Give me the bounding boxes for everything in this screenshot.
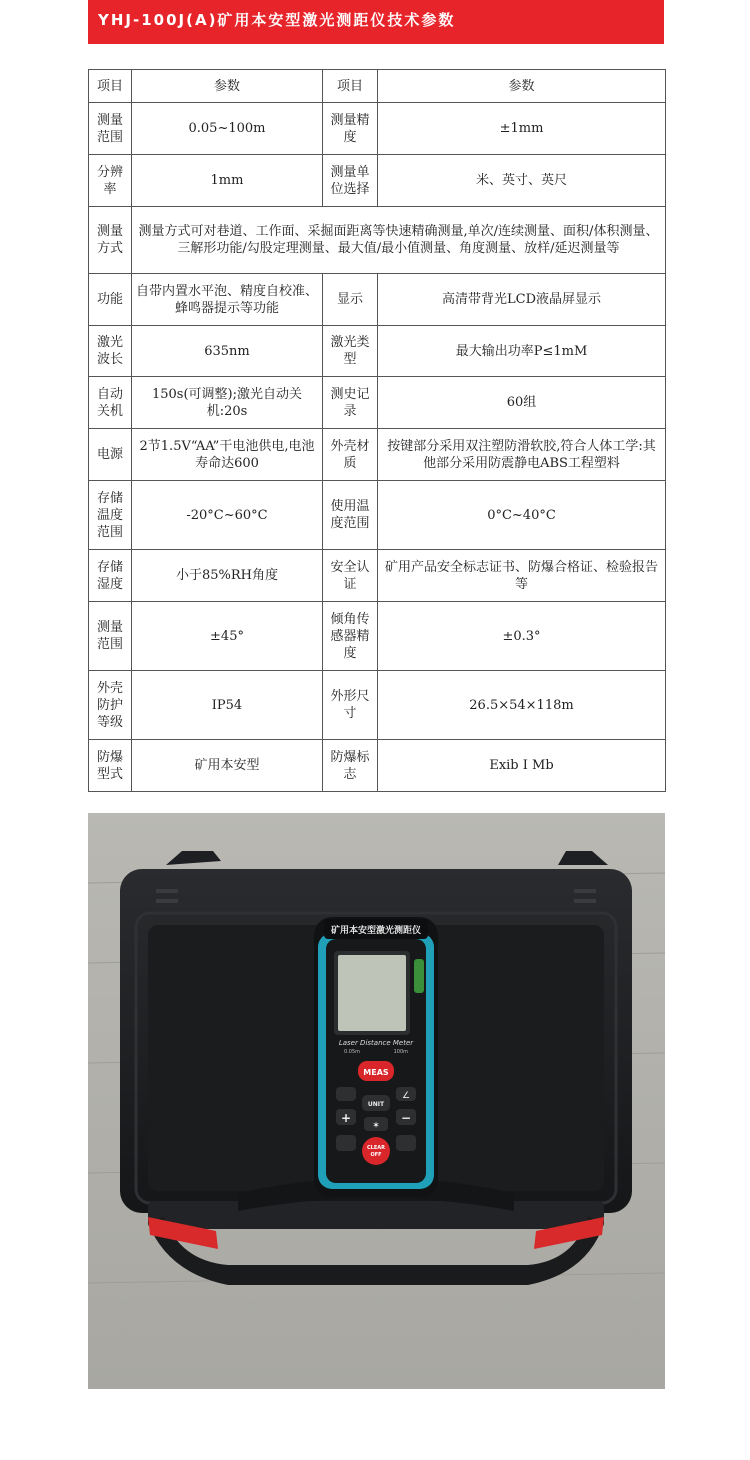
row-value: 26.5×54×118m (378, 671, 666, 740)
row-label: 电源 (89, 429, 132, 481)
title-banner (88, 0, 664, 44)
row-value: IP54 (132, 671, 323, 740)
row-label: 激光类型 (323, 326, 378, 377)
row-value: 1mm (132, 155, 323, 207)
row-value: -20°C~60°C (132, 481, 323, 550)
clear-label: CLEAR (367, 1145, 385, 1151)
row-value: 0°C~40°C (378, 481, 666, 550)
table-row (89, 671, 666, 740)
row-label: 显示 (323, 274, 378, 326)
row-value: 0.05~100m (132, 103, 323, 155)
row-value: 测量方式可对巷道、工作面、采掘面距离等快速精确测量,单次/连续测量、面积/体积测量、三解形功能/勾股定理测量、最大值/最小值测量、角度测量、放样/延迟测量等 (132, 207, 666, 274)
table-row (89, 207, 666, 274)
device-range-max: 100m (393, 1049, 408, 1055)
header-item-1: 项目 (89, 70, 132, 103)
row-value: ±1mm (378, 103, 666, 155)
table-row (89, 155, 666, 207)
unit-label: UNIT (367, 1101, 385, 1108)
row-value: 米、英寸、英尺 (378, 155, 666, 207)
table-row (89, 550, 666, 602)
level-bubble (414, 959, 424, 993)
row-label: 测量方式 (89, 207, 132, 274)
device-label-en: Laser Distance Meter (338, 1039, 414, 1047)
row-value: 按键部分采用双注塑防滑软胶,符合人体工学:其他部分采用防震静电ABS工程塑料 (378, 429, 666, 481)
row-value: 矿用产品安全标志证书、防爆合格证、检验报告等 (378, 550, 666, 602)
meas-label: MEAS (363, 1068, 389, 1077)
clear-off-button (362, 1137, 390, 1165)
row-value: 高清带背光LCD液晶屏显示 (378, 274, 666, 326)
table-row (89, 429, 666, 481)
row-label: 倾角传感器精度 (323, 602, 378, 671)
row-value: 最大输出功率P≤1mM (378, 326, 666, 377)
row-value: ±45° (132, 602, 323, 671)
table-row (89, 274, 666, 326)
row-value: 150s(可调整);激光自动关机:20s (132, 377, 323, 429)
row-label: 测量范围 (89, 103, 132, 155)
row-value: ±0.3° (378, 602, 666, 671)
row-label: 功能 (89, 274, 132, 326)
off-label: OFF (370, 1152, 382, 1158)
table-row (89, 602, 666, 671)
table-row (89, 103, 666, 155)
spec-table (88, 69, 666, 792)
row-label: 安全认证 (323, 550, 378, 602)
row-value: 635nm (132, 326, 323, 377)
row-value: 60组 (378, 377, 666, 429)
table-row (89, 377, 666, 429)
banner-title: YHJ-100J(A)矿用本安型激光测距仪技术参数 (98, 11, 456, 29)
device-range-min: 0.05m (344, 1049, 361, 1055)
row-label: 测量单位选择 (323, 155, 378, 207)
memory-button (396, 1135, 416, 1151)
row-label: 测量精度 (323, 103, 378, 155)
row-label: 外壳材质 (323, 429, 378, 481)
row-label: 测量范围 (89, 602, 132, 671)
row-label: 外形尺寸 (323, 671, 378, 740)
row-label: 测史记录 (323, 377, 378, 429)
row-value: 2节1.5V“AA”干电池供电,电池寿命达600 (132, 429, 323, 481)
light-icon: ✶ (372, 1121, 380, 1131)
product-photo (88, 813, 665, 1389)
row-label: 使用温度范围 (323, 481, 378, 550)
lcd-screen (338, 955, 406, 1031)
row-label: 外壳防护等级 (89, 671, 132, 740)
device-label-cn: 矿用本安型激光测距仪 (330, 926, 422, 936)
row-label: 防爆标志 (323, 740, 378, 792)
plus-label: + (340, 1111, 352, 1125)
row-value: 自带内置水平泡、精度自校准、蜂鸣器提示等功能 (132, 274, 323, 326)
row-label: 激光波长 (89, 326, 132, 377)
area-button (336, 1087, 356, 1101)
row-label: 存储湿度 (89, 550, 132, 602)
minus-label: − (400, 1111, 412, 1125)
row-value: Exib I Mb (378, 740, 666, 792)
table-row (89, 740, 666, 792)
row-label: 存储温度范围 (89, 481, 132, 550)
row-label: 自动关机 (89, 377, 132, 429)
table-header-row (89, 70, 666, 103)
history-button (336, 1135, 356, 1151)
table-row (89, 481, 666, 550)
row-label: 分辨率 (89, 155, 132, 207)
header-param-2: 参数 (378, 70, 666, 103)
table-row (89, 326, 666, 377)
row-value: 小于85%RH角度 (132, 550, 323, 602)
laser-meter (314, 917, 438, 1197)
angle-icon: ∠ (401, 1091, 411, 1101)
header-param-1: 参数 (132, 70, 323, 103)
header-item-2: 项目 (323, 70, 378, 103)
row-label: 防爆型式 (89, 740, 132, 792)
row-value: 矿用本安型 (132, 740, 323, 792)
